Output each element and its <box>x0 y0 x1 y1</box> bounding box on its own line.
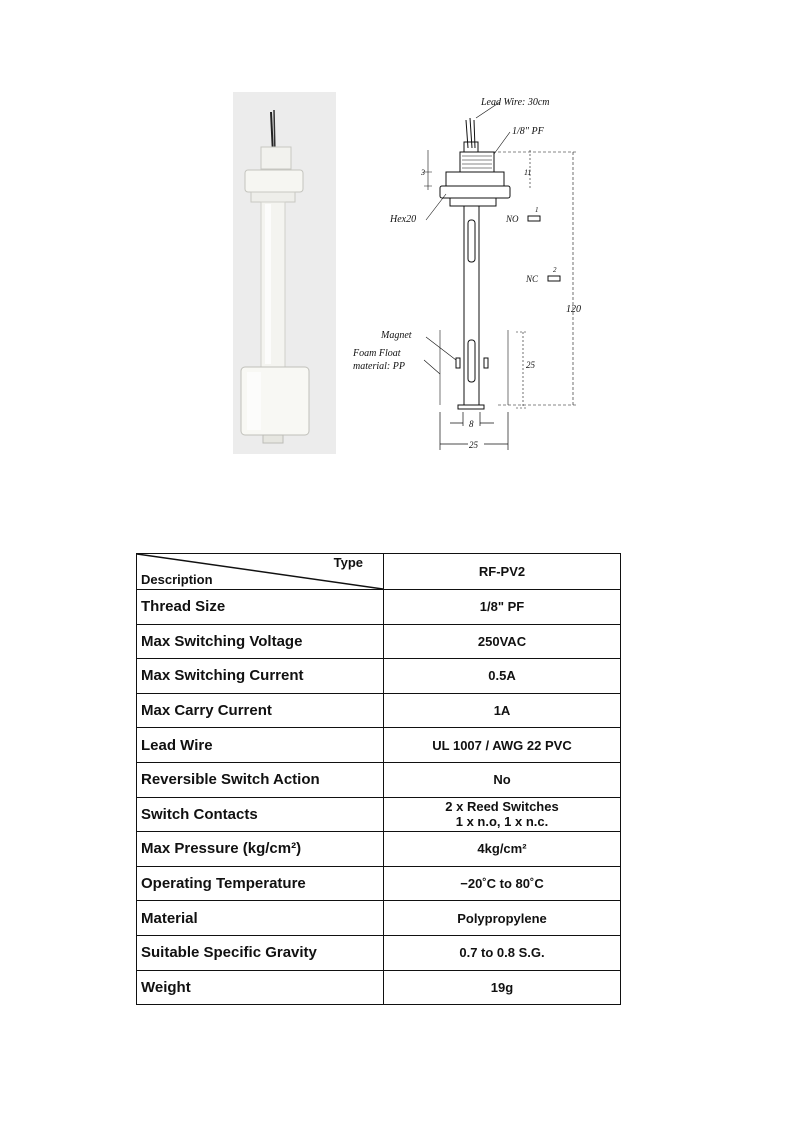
row-value <box>384 797 621 832</box>
dim-8-label: 8 <box>469 419 474 429</box>
foam-float-label: Foam Float <box>353 348 401 359</box>
row-value: 19g <box>384 970 621 1005</box>
row-value: 1/8" PF <box>384 590 621 625</box>
table-row <box>137 797 621 832</box>
header-description-label: Description <box>141 572 213 587</box>
header-type-label: Type <box>333 555 363 570</box>
magnet-label: Magnet <box>381 330 412 341</box>
row-label: Suitable Specific Gravity <box>137 935 384 970</box>
dim-11-label: 11 <box>524 168 532 177</box>
row-value: 4kg/cm² <box>384 832 621 867</box>
row-label: Material <box>137 901 384 936</box>
table-row <box>137 762 621 797</box>
row-value: 0.7 to 0.8 S.G. <box>384 935 621 970</box>
thread-label: 1/8" PF <box>512 126 544 137</box>
row-value-line-1: 2 x Reed Switches <box>445 799 559 815</box>
row-value: Polypropylene <box>384 901 621 936</box>
dim-120-label: 120 <box>566 304 581 315</box>
table-row <box>137 659 621 694</box>
header-diagonal-cell <box>137 554 384 590</box>
row-label: Weight <box>137 970 384 1005</box>
nc-number: 2 <box>553 266 557 274</box>
no-label: NO <box>506 214 519 224</box>
table-row <box>137 866 621 901</box>
no-number: 1 <box>535 206 539 214</box>
table-row <box>137 832 621 867</box>
row-label: Operating Temperature <box>137 866 384 901</box>
product-photo <box>233 92 336 454</box>
row-label: Max Carry Current <box>137 693 384 728</box>
row-value: UL 1007 / AWG 22 PVC <box>384 728 621 763</box>
table-row <box>137 728 621 763</box>
table-row <box>137 693 621 728</box>
row-value: 250VAC <box>384 624 621 659</box>
dim-3-label: 3 <box>421 168 425 177</box>
table-header-row <box>137 554 621 590</box>
row-label: Switch Contacts <box>137 797 384 832</box>
lead-wire-label: Lead Wire: 30cm <box>481 97 550 108</box>
table-row <box>137 590 621 625</box>
row-value: No <box>384 762 621 797</box>
foam-material-label: material: PP <box>353 361 405 372</box>
row-label: Reversible Switch Action <box>137 762 384 797</box>
row-label: Lead Wire <box>137 728 384 763</box>
table-row <box>137 970 621 1005</box>
row-value: 0.5A <box>384 659 621 694</box>
dim-25-horizontal-label: 25 <box>469 440 478 450</box>
row-label: Thread Size <box>137 590 384 625</box>
dim-25-vertical-label: 25 <box>526 360 535 370</box>
hex-label: Hex20 <box>390 214 417 225</box>
technical-drawing <box>348 90 588 455</box>
header-model-value: RF-PV2 <box>384 554 621 590</box>
row-label: Max Switching Current <box>137 659 384 694</box>
spec-table <box>136 553 621 1005</box>
table-row <box>137 935 621 970</box>
table-row <box>137 624 621 659</box>
table-row <box>137 901 621 936</box>
row-value-line-2: 1 x n.o, 1 x n.c. <box>455 814 549 830</box>
row-value: −20˚C to 80˚C <box>384 866 621 901</box>
row-value: 1A <box>384 693 621 728</box>
row-label: Max Pressure (kg/cm²) <box>137 832 384 867</box>
nc-label: NC <box>526 274 539 284</box>
row-label: Max Switching Voltage <box>137 624 384 659</box>
